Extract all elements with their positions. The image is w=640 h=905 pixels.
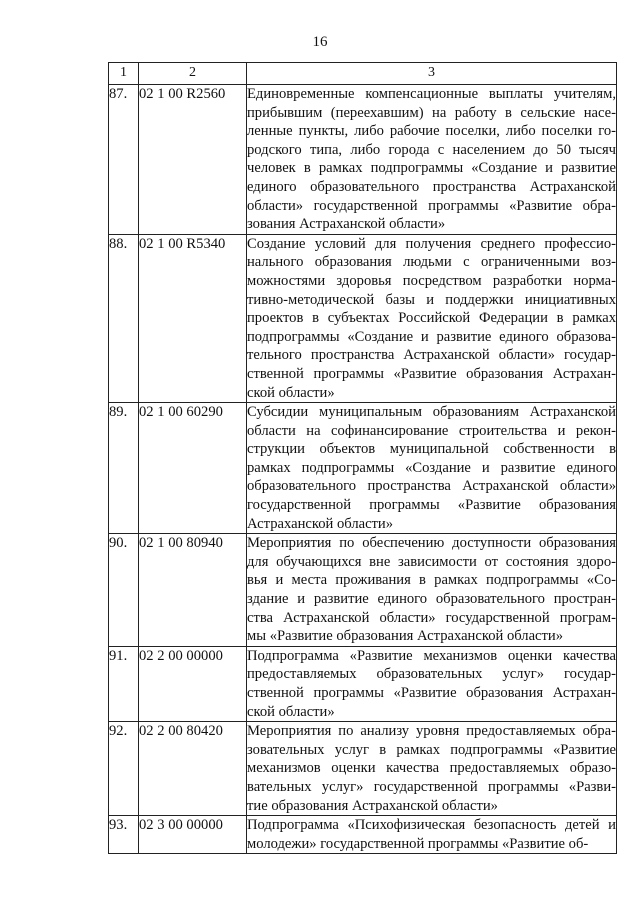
description-line: молодежи» государственной программы «Развитие об- bbox=[247, 835, 589, 852]
budget-classification-table bbox=[108, 62, 617, 854]
row-number: 88. bbox=[109, 234, 139, 402]
description-line: зования Астраханской области» bbox=[247, 216, 446, 233]
table-row bbox=[109, 534, 617, 647]
table-row bbox=[109, 722, 617, 816]
table-body bbox=[109, 85, 617, 854]
description-line: мы «Развитие образования Астраханской области» bbox=[247, 628, 564, 645]
budget-code: 02 2 00 80420 bbox=[139, 722, 247, 816]
description-line: Астраханской области» bbox=[247, 515, 394, 532]
description-line: Мероприятия по обеспечению доступности образования bbox=[247, 535, 616, 552]
description-line: Единовременные компенсационные выплаты учителям, bbox=[247, 86, 616, 102]
budget-code: 02 1 00 R5340 bbox=[139, 234, 247, 402]
table-row bbox=[109, 816, 617, 854]
expense-description bbox=[247, 646, 617, 721]
description-line: зовательных услуг в рамках подпрограммы «Развитие bbox=[247, 741, 616, 758]
description-line: рамках подпрограммы «Создание и развитие единого bbox=[247, 459, 616, 476]
description-line: области на софинансирование строительства и рекон- bbox=[247, 422, 616, 439]
budget-code: 02 1 00 R2560 bbox=[139, 85, 247, 235]
description-line: тивно-методической базы и поддержки инициативных bbox=[247, 291, 616, 308]
description-line: можностями здоровья посредством разработки норма- bbox=[247, 272, 616, 289]
description-line: ской области» bbox=[247, 384, 335, 401]
expense-description bbox=[247, 816, 617, 854]
expense-description bbox=[247, 534, 617, 647]
expense-description bbox=[247, 85, 617, 235]
expense-description bbox=[247, 234, 617, 402]
description-line: ленные пункты, либо рабочие поселки, либо поселки го- bbox=[247, 123, 616, 140]
description-line: Подпрограмма «Психофизическая безопасность детей и bbox=[247, 817, 616, 834]
table-row bbox=[109, 234, 617, 402]
column-header-number: 1 bbox=[109, 63, 139, 85]
description-line: ской области» bbox=[247, 703, 335, 720]
description-line: Мероприятия по анализу уровня предоставляемых обра- bbox=[247, 723, 616, 740]
description-line: ственной программы «Развитие образования Астрахан- bbox=[247, 365, 616, 382]
row-number: 93. bbox=[109, 816, 139, 854]
description-line: для обучающихся вне зависимости от состояния здоро- bbox=[247, 553, 616, 570]
description-line: вья и места проживания в рамках подпрограммы «Со- bbox=[247, 572, 616, 589]
description-line: Подпрограмма «Развитие механизмов оценки качества bbox=[247, 647, 616, 664]
description-line: предоставляемых образовательных услуг» государ- bbox=[247, 666, 616, 683]
description-line: единого образовательного пространства Астраханской bbox=[247, 178, 616, 195]
table-row bbox=[109, 646, 617, 721]
description-line: механизмов оценки качества предоставляемых образо- bbox=[247, 760, 616, 777]
description-line: нального образования людьми с ограниченными воз- bbox=[247, 254, 616, 271]
description-line: родского типа, либо города с населением до 50 тысяч bbox=[247, 141, 616, 158]
row-number: 89. bbox=[109, 403, 139, 534]
row-number: 87. bbox=[109, 85, 139, 235]
description-line: струкции объектов муниципальной собственности в bbox=[247, 441, 616, 458]
description-line: области» государственной программы «Развитие обра- bbox=[247, 197, 616, 214]
page-number: 16 bbox=[312, 34, 328, 50]
row-number: 92. bbox=[109, 722, 139, 816]
expense-description bbox=[247, 403, 617, 534]
table-row bbox=[109, 403, 617, 534]
description-line: ственной программы «Развитие образования Астрахан- bbox=[247, 685, 616, 701]
budget-code: 02 2 00 00000 bbox=[139, 646, 247, 721]
description-line: ства Астраханской области» государственной програм- bbox=[247, 609, 616, 626]
expense-description bbox=[247, 722, 617, 816]
description-line: прибывшим (переехавшим) на работу в сельские насе- bbox=[247, 104, 616, 121]
row-number: 90. bbox=[109, 534, 139, 647]
budget-code: 02 3 00 00000 bbox=[139, 816, 247, 854]
row-number: 91. bbox=[109, 646, 139, 721]
budget-code: 02 1 00 80940 bbox=[139, 534, 247, 647]
description-line: вательных услуг» государственной программы «Разви- bbox=[247, 778, 616, 795]
description-line: Создание условий для получения среднего профессио- bbox=[247, 235, 616, 252]
column-header-description: 3 bbox=[247, 63, 617, 85]
description-line: человек в рамках подпрограммы «Создание и развитие bbox=[247, 160, 616, 177]
description-line: подпрограммы «Создание и развитие единого образова- bbox=[247, 328, 616, 345]
description-line: государственной программы «Развитие образования bbox=[247, 497, 616, 514]
description-line: тие образования Астраханской области» bbox=[247, 797, 498, 814]
budget-code: 02 1 00 60290 bbox=[139, 403, 247, 534]
description-line: здание и развитие единого образовательного простран- bbox=[247, 591, 616, 608]
column-header-code: 2 bbox=[139, 63, 247, 85]
description-line: проектов в субъектах Российской Федерации в рамках bbox=[247, 310, 616, 327]
description-line: Субсидии муниципальным образованиям Астраханской bbox=[247, 404, 616, 421]
description-line: образовательного пространства Астраханской области» bbox=[247, 478, 616, 495]
table-header-row bbox=[109, 63, 617, 85]
description-line: тельного пространства Астраханской области» государ- bbox=[247, 347, 616, 364]
table-row bbox=[109, 85, 617, 235]
